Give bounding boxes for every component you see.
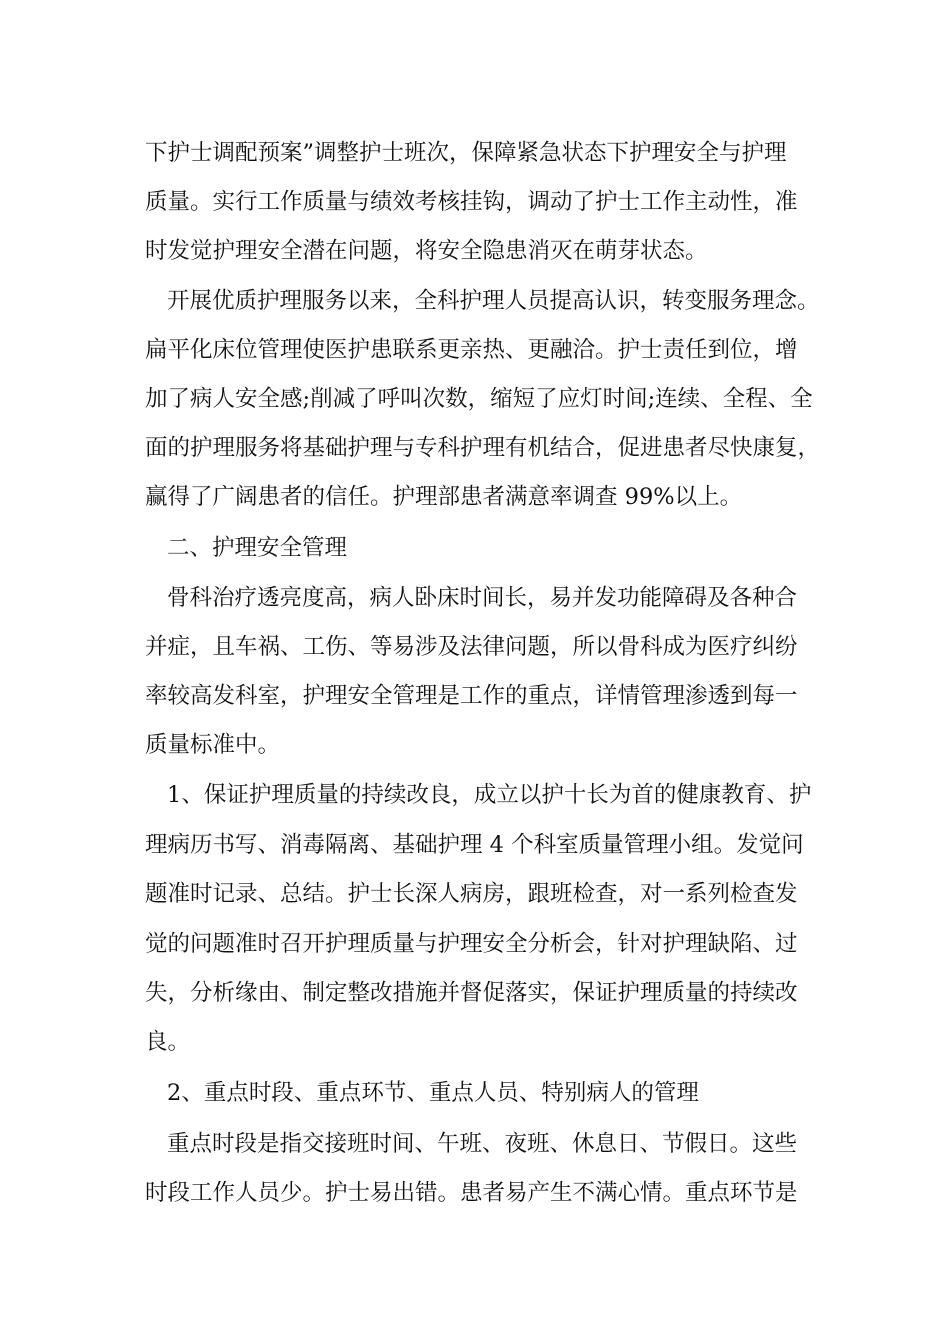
text-line: 失，分析缘由、制定整改措施并督促落实，保证护理质量的持续改 [145,980,798,1006]
text-line: 题准时记录、总结。护士长深人病房，跟班检查，对一系列检查发 [145,881,798,907]
text-line: 理病历书写、消毒隔离、基础护理 4 个科室质量管理小组。发觉问 [145,832,804,858]
text-line: 扁平化床位管理使医护患联系更亲热、更融洽。护士责任到位，增 [145,337,798,363]
text-line: 质量。实行工作质量与绩效考核挂钩，调动了护士工作主动性，准 [145,189,798,215]
text-line: 率较高发科室，护理安全管理是工作的重点，详情管理渗透到每一 [145,683,798,709]
text-line: 质量标准中。 [145,732,281,758]
numbered-item-line: 1、保证护理质量的持续改良，成立以护十长为首的健康教育、护 [167,782,812,808]
text-line: 加了病人安全感;削减了呼叫次数，缩短了应灯时间;连续、全程、全 [145,386,813,412]
numbered-heading: 2、重点时段、重点环节、重点人员、特别病人的管理 [167,1080,699,1106]
text-line: 良。 [145,1029,191,1055]
text-line: 并症，且车祸、工伤、等易涉及法律问题，所以骨科成为医疗纠纷 [145,634,798,660]
text-line: 觉的问题准时召开护理质量与护理安全分析会，针对护理缺陷、过 [145,931,798,957]
paragraph-start-line: 重点时段是指交接班时间、午班、夜班、休息日、节假日。这些 [167,1131,798,1157]
text-line: 时段工作人员少。护士易出错。患者易产生不满心情。重点环节是 [145,1180,798,1206]
text-line: 赢得了广阔患者的信任。护理部患者满意率调查 99%以上。 [145,484,743,510]
text-line: 面的护理服务将基础护理与专科护理有机结合，促进患者尽快康复， [145,435,821,461]
text-line: 下护士调配预案”调整护士班次，保障紧急状态下护理安全与护理 [145,140,787,166]
section-heading: 二、护理安全管理 [167,535,348,561]
text-line: 时发觉护理安全潜在问题，将安全隐患消灭在萌芽状态。 [145,238,708,264]
paragraph-start-line: 骨科治疗透亮度高，病人卧床时间长，易并发功能障碍及各种合 [167,585,798,611]
paragraph-start-line: 开展优质护理服务以来，全科护理人员提高认识，转变服务理念。 [167,288,820,314]
